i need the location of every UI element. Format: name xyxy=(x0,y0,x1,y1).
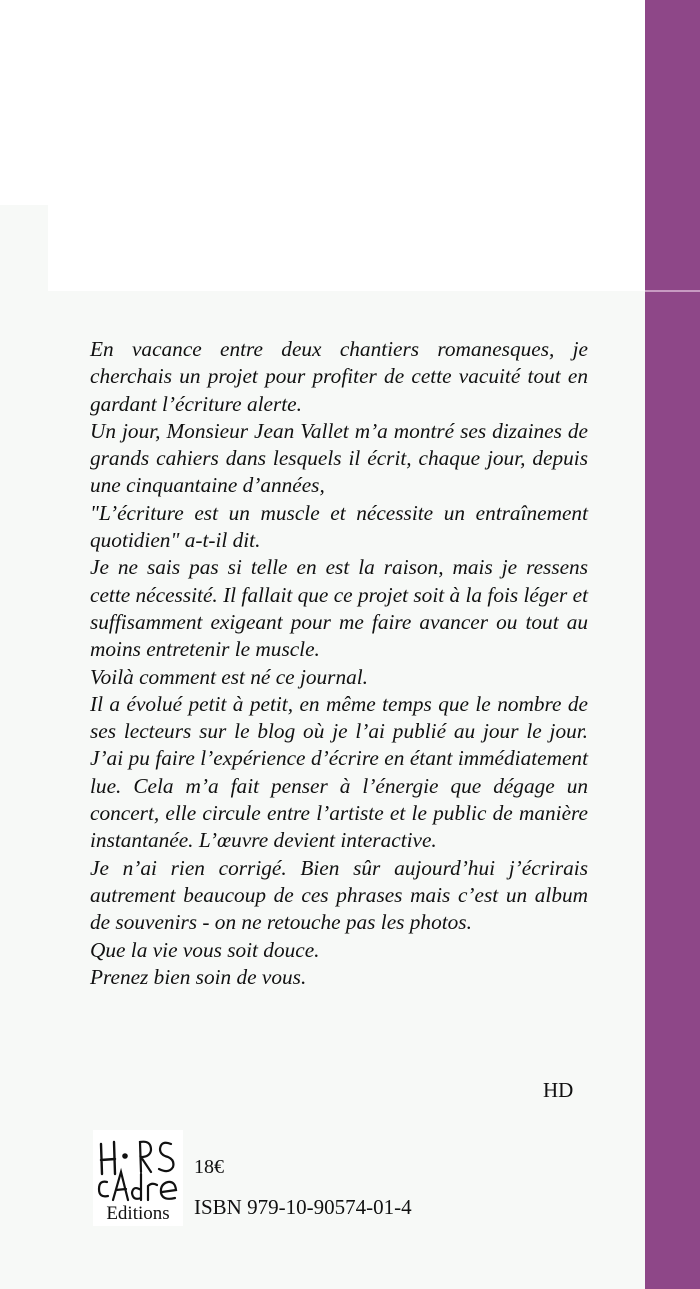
paragraph: Que la vie vous soit douce. xyxy=(90,937,320,962)
price: 18€ xyxy=(194,1156,224,1178)
isbn: ISBN 979-10-90574-01-4 xyxy=(194,1195,412,1219)
logo-caption: Editions xyxy=(106,1203,170,1224)
paragraph: Un jour, Monsieur Jean Vallet m’a montré ses dizaines de grands cahiers dans lesquels il écrit, chaque jour, depuis une cinquantaine d’années, xyxy=(90,418,588,498)
hors-cadre-logo-icon xyxy=(93,1130,183,1204)
paragraph: Voilà comment est né ce journal. xyxy=(90,664,368,689)
paragraph: "L’écriture est un muscle et nécessite un entraînement quotidien" a-t-il dit. xyxy=(90,500,588,553)
paragraph: Il a évolué petit à petit, en même temps que le nombre de ses lecteurs sur le blog où je l’ai publié au jour le jour. J’ai pu faire l’expérience d’écrire en étant immédiatement lue. Cela m’a fait penser à l’énergie que dégage un concert, elle circule entre l’artiste et le public de manière instantanée. L’œuvre devient interactive. xyxy=(90,691,588,853)
paragraph: Prenez bien soin de vous. xyxy=(90,964,307,989)
spine-divider xyxy=(645,290,700,292)
purple-spine-band xyxy=(645,0,700,1289)
publisher-logo xyxy=(93,1130,183,1226)
paragraph: Je n’ai rien corrigé. Bien sûr aujourd’hui j’écrirais autrement beaucoup de ces phrases mais c’est un album de souvenirs - on ne retouche pas les photos. xyxy=(90,855,588,935)
top-blank-area xyxy=(48,0,645,291)
top-blank-area-left xyxy=(0,0,48,205)
back-cover-text xyxy=(90,336,588,991)
author-initials: HD xyxy=(543,1078,574,1102)
paragraph: Je ne sais pas si telle en est la raison, mais je ressens cette nécessité. Il fallait que ce projet soit à la fois léger et suffisamment exigeant pour me faire avancer ou tout au moins entretenir le muscle. xyxy=(90,555,588,662)
paragraph: En vacance entre deux chantiers romanesques, je cherchais un projet pour profiter de cette vacuité tout en gardant l’écriture alerte. xyxy=(90,337,588,416)
